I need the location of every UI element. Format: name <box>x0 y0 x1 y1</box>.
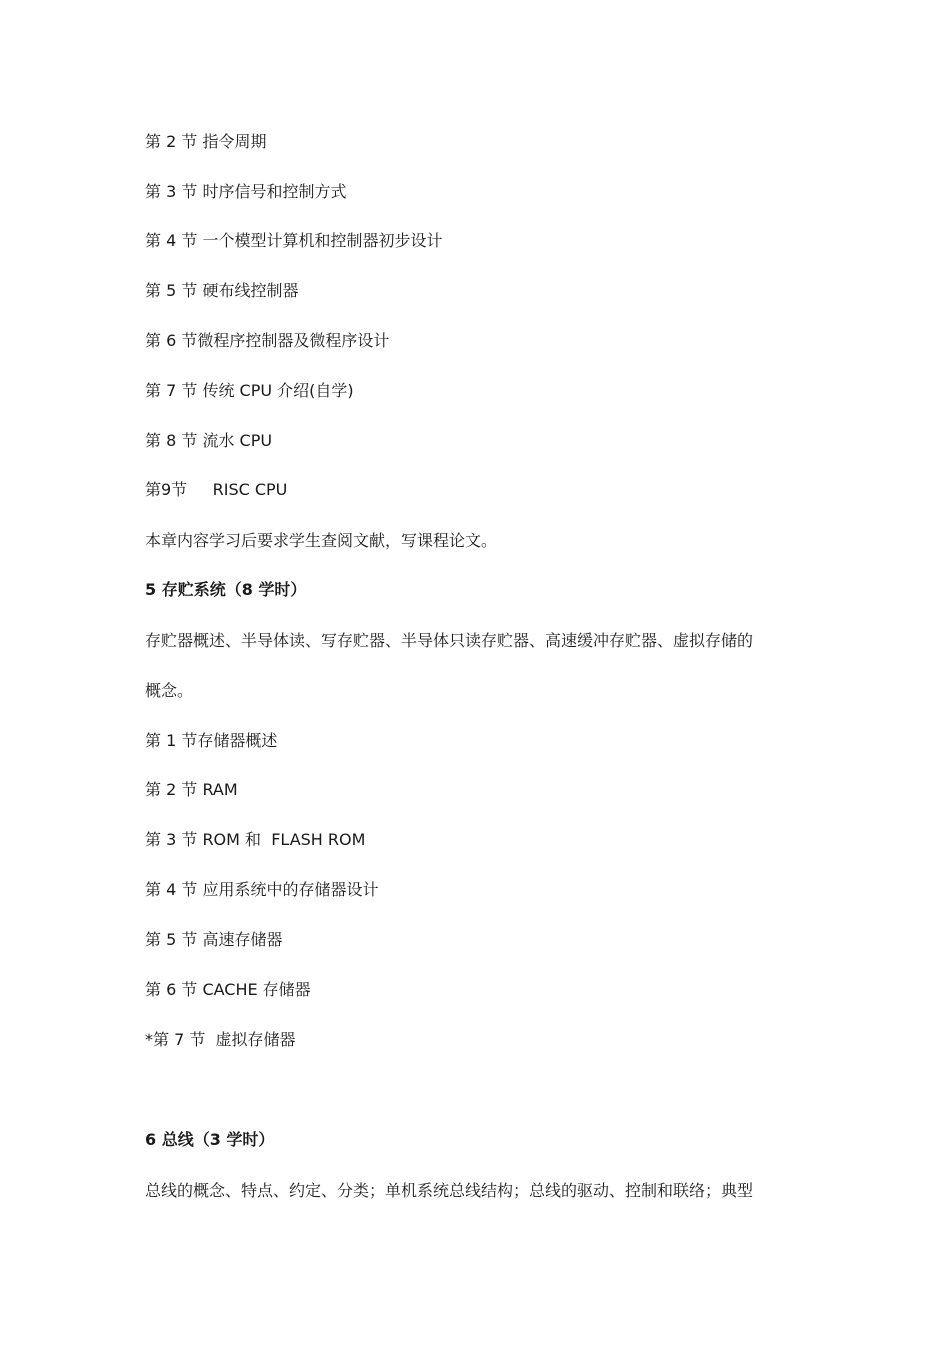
chapter5-section-6: 第 6 节 CACHE 存储器 <box>145 980 311 999</box>
chapter4-section-2: 第 2 节 指令周期 <box>145 132 267 151</box>
chapter4-section-5: 第 5 节 硬布线控制器 <box>145 281 299 300</box>
chapter5-section-2: 第 2 节 RAM <box>145 780 238 799</box>
chapter6-heading: 6 总线（3 学时） <box>145 1130 275 1149</box>
chapter4-section-8: 第 8 节 流水 CPU <box>145 431 273 450</box>
chapter5-section-5: 第 5 节 高速存储器 <box>145 930 283 949</box>
chapter4-section-6: 第 6 节微程序控制器及微程序设计 <box>145 331 390 350</box>
chapter5-heading: 5 存贮系统（8 学时） <box>145 580 307 599</box>
chapter4-section-3: 第 3 节 时序信号和控制方式 <box>145 182 347 201</box>
chapter6-summary-line1: 总线的概念、特点、约定、分类；单机系统总线结构；总线的驱动、控制和联络；典型 <box>145 1181 754 1200</box>
chapter5-summary-line1: 存贮器概述、半导体读、写存贮器、半导体只读存贮器、高速缓冲存贮器、虚拟存储的 <box>145 631 754 650</box>
chapter4-section-4: 第 4 节 一个模型计算机和控制器初步设计 <box>145 231 443 250</box>
chapter5-section-7: *第 7 节 虚拟存储器 <box>145 1030 296 1049</box>
chapter4-note: 本章内容学习后要求学生查阅文献，写课程论文。 <box>145 531 498 550</box>
chapter4-section-9: 第9节 RISC CPU <box>145 480 288 499</box>
chapter5-section-1: 第 1 节存储器概述 <box>145 731 278 750</box>
chapter5-section-4: 第 4 节 应用系统中的存储器设计 <box>145 880 379 899</box>
chapter5-section-3: 第 3 节 ROM 和 FLASH ROM <box>145 830 366 849</box>
chapter4-section-7: 第 7 节 传统 CPU 介绍(自学) <box>145 381 354 400</box>
chapter5-summary-line2: 概念。 <box>145 681 194 700</box>
